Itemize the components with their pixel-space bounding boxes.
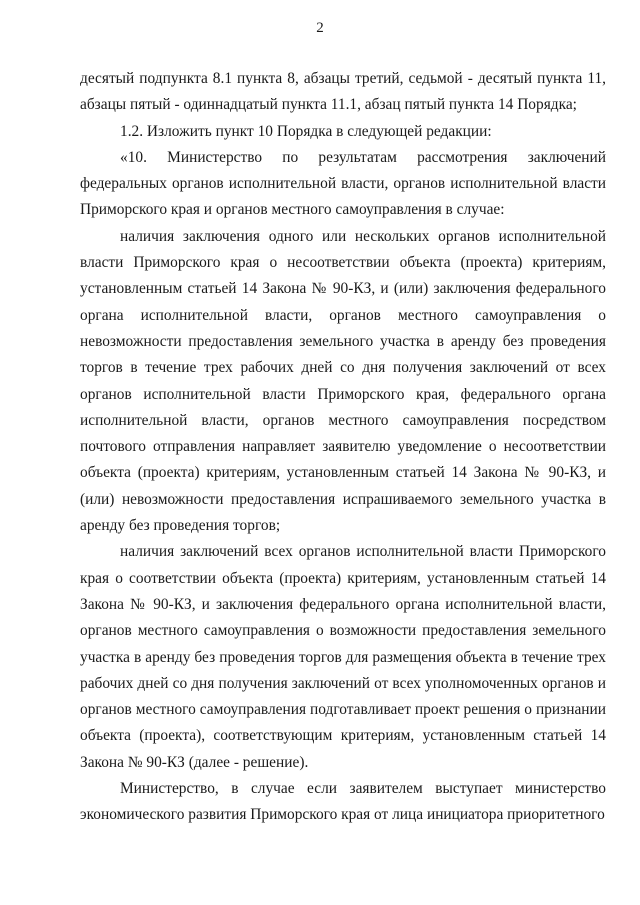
paragraph-continuation: десятый подпункта 8.1 пункта 8, абзацы третий, седьмой - десятый пункта 11, абзацы пятый - одиннадцатый пункта 11.1, абзац пятый пункта 14 Порядка; xyxy=(80,70,606,114)
page-number: 2 xyxy=(316,20,324,36)
paragraph-ministry: Министерство, в случае если заявителем выступает министерство экономического развития Приморского края от лица инициатора приоритетного xyxy=(80,780,606,824)
paragraph-case-nonconformity: наличия заключения одного или нескольких органов исполнительной власти Приморского края о несоответствии объекта (проекта) критериям, установленным статьей 14 Закона № 90-КЗ, и (или) заключения федерального органа исполнительной власти, органов местного самоуправления о невозможности предоставления земельного участка в аренду без проведения торгов в течение трех рабочих дней со дня получения заключений от всех органов исполнительной власти Приморского края, федерального органа исполнительной власти, органов местного самоуправления посредством почтового отправления направляет заявителю уведомление о несоответствии объекта (проекта) критериям, установленным статьей 14 Закона № 90-КЗ, и (или) невозможности предоставления испрашиваемого земельного участка в аренду без проведения торгов; xyxy=(80,227,606,535)
document-body xyxy=(80,66,606,829)
paragraph-case-conformity: наличия заключений всех органов исполнительной власти Приморского края о соответствии объекта (проекта) критериям, установленным статьей 14 Закона № 90-КЗ, и заключения федерального органа исполнительной власти, органов местного самоуправления о возможности предоставления земельного участка в аренду без проведения торгов для размещения объекта в течение трех рабочих дней со дня получения заключений от всех уполномоченных органов и органов местного самоуправления подготавливает проект решения о признании объекта (проекта), соответствующим критериям, установленным статьей 14 Закона № 90-КЗ (далее - решение). xyxy=(80,543,606,771)
paragraph-point-10: «10. Министерство по результатам рассмотрения заключений федеральных органов исполнительной власти, органов исполнительной власти Приморского края и органов местного самоуправления в случае: xyxy=(80,148,606,219)
paragraph-item-1-2: 1.2. Изложить пункт 10 Порядка в следующей редакции: xyxy=(120,122,492,140)
